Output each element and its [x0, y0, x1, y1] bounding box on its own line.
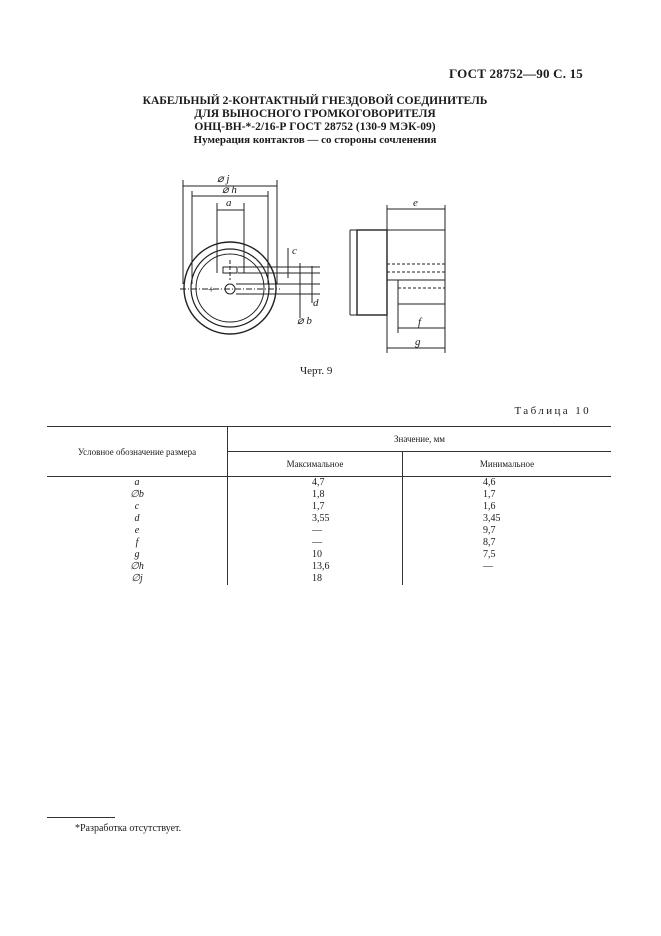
cell-min: 1,7 [483, 489, 496, 500]
col-symbol-header: Условное обозначение размера [47, 427, 228, 477]
table-row [47, 549, 611, 561]
table-row [47, 513, 611, 525]
cell-max: 3,55 [228, 513, 403, 525]
side-body [357, 230, 387, 315]
title-line-3: ОНЦ-ВН-*-2/16-Р ГОСТ 28752 (130-9 МЭК-09) [194, 121, 436, 133]
title-line-2: ДЛЯ ВЫНОСНОГО ГРОМКОГОВОРИТЕЛЯ [194, 108, 436, 120]
figure-caption: Черт. 9 [300, 365, 333, 377]
label-j: ⌀ j [217, 173, 230, 185]
cell-symbol: ∅b [47, 489, 228, 501]
cell-min: 7,5 [483, 549, 496, 560]
cell-max: 4,7 [228, 477, 403, 490]
label-d: d [313, 297, 319, 309]
cell-max: 18 [228, 573, 403, 585]
cell-symbol: a [47, 477, 228, 490]
label-b: ⌀ b [297, 315, 312, 327]
label-c: c [292, 245, 297, 257]
cell-max: 1,8 [228, 489, 403, 501]
label-e: e [413, 197, 418, 209]
table-row [47, 477, 611, 490]
col-max-header: Максимальное [228, 452, 403, 477]
cell-min: 3,45 [483, 513, 501, 524]
table-row [47, 489, 611, 501]
cell-symbol: e [47, 525, 228, 537]
table-row [47, 573, 611, 585]
technical-drawing-svg [160, 173, 460, 358]
label-a: a [226, 197, 232, 209]
label-plus: + [208, 284, 215, 296]
cell-symbol: c [47, 501, 228, 513]
cell-symbol: g [47, 549, 228, 561]
title-line-1: КАБЕЛЬНЫЙ 2-КОНТАКТНЫЙ ГНЕЗДОВОЙ СОЕДИНИТЕЛЬ [142, 95, 488, 107]
dimension-table [47, 426, 611, 585]
cell-symbol: d [47, 513, 228, 525]
cell-min: 1,6 [483, 501, 496, 512]
table-row [47, 501, 611, 513]
cell-min [403, 573, 612, 585]
side-shell-upper [387, 230, 445, 280]
outer-circle [184, 242, 276, 334]
footnote: *Разработка отсутствует. [75, 823, 182, 834]
connector-drawing [160, 173, 460, 358]
cell-min: — [483, 561, 493, 572]
table-row [47, 525, 611, 537]
table-row [47, 561, 611, 573]
col-min-header: Минимальное [479, 459, 535, 469]
cell-min: 4,6 [483, 477, 496, 488]
footnote-divider [47, 817, 115, 818]
cell-min: 9,7 [483, 525, 496, 536]
cell-min: 8,7 [483, 537, 496, 548]
title-line-4: Нумерация контактов — со стороны сочленения [193, 134, 437, 146]
label-g: g [415, 336, 421, 348]
cell-max: 10 [228, 549, 403, 561]
cell-max: — [228, 537, 403, 549]
cell-max: — [228, 525, 403, 537]
title-block [100, 95, 530, 147]
label-f: f [418, 316, 422, 328]
cell-symbol: ∅h [47, 561, 228, 573]
label-h: ⌀ h [222, 184, 237, 196]
cell-max: 1,7 [228, 501, 403, 513]
socket-circle [196, 254, 264, 322]
cell-symbol: f [47, 537, 228, 549]
page-header: ГОСТ 28752—90 С. 15 [449, 66, 583, 81]
table-label: Таблица 10 [514, 405, 591, 417]
cell-max: 13,6 [228, 561, 403, 573]
table-row [47, 537, 611, 549]
cell-symbol: ∅j [47, 573, 228, 585]
col-value-header: Значение, мм [228, 427, 612, 452]
side-shell-lower [398, 280, 445, 304]
